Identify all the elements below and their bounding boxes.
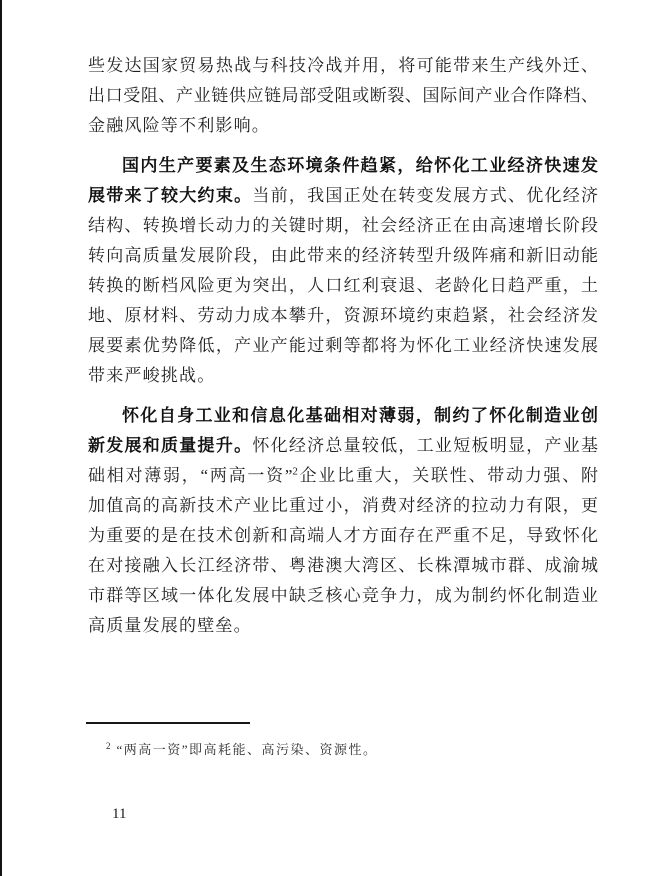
footnote-marker: 2 (106, 740, 111, 751)
text-line (88, 491, 598, 521)
text-line (88, 521, 598, 551)
page-number: 11 (112, 806, 127, 822)
line-text: 为重要的是在技术创新和高端人才方面存在严重不足，导致怀化 (88, 526, 598, 545)
bold-lead: 国内生产要素及生态环境条件趋紧，给怀化工业经济快速发 (122, 156, 598, 175)
line-text: 出口受阻、产业链供应链局部受阻或断裂、国际间产业合作降档、 (88, 86, 598, 105)
bold-lead: 新发展和质量提升。 (88, 436, 253, 455)
line-text: 带来严峻挑战。 (88, 366, 216, 385)
bold-lead: 展带来了较大约束。 (88, 186, 253, 205)
line-text: 金融风险等不利影响。 (88, 116, 270, 135)
text-line (88, 551, 598, 581)
text-line (88, 461, 598, 491)
line-text: 些发达国家贸易热战与科技冷战并用，将可能带来生产线外迁、 (88, 56, 598, 75)
line-text: 市群等区域一体化发展中缺乏核心竞争力，成为制约怀化制造业 (88, 586, 598, 605)
text-line (88, 331, 598, 361)
text-line (88, 151, 598, 181)
text-line (88, 361, 598, 391)
body-text (88, 51, 598, 641)
text-line (88, 81, 598, 111)
line-text: 转向高质量发展阶段，由此带来的经济转型升级阵痛和新旧动能 (88, 246, 598, 265)
text-line (88, 111, 598, 141)
text-line (88, 51, 598, 81)
bold-lead: 怀化自身工业和信息化基础相对薄弱，制约了怀化制造业创 (122, 406, 598, 425)
paragraph (88, 401, 598, 641)
text-line (88, 301, 598, 331)
text-line (88, 211, 598, 241)
line-text: 当前，我国正处在转变发展方式、优化经济 (252, 186, 599, 205)
text-line (88, 241, 598, 271)
line-text: 怀化经济总量较低，工业短板明显，产业基 (252, 436, 599, 455)
line-text: 高质量发展的壁垒。 (88, 616, 252, 635)
text-line (88, 581, 598, 611)
text-line (88, 611, 598, 641)
line-text: 展要素优势降低，产业产能过剩等都将为怀化工业经济快速发展 (88, 336, 598, 355)
text-line (88, 181, 598, 211)
line-text: 础相对薄弱，“两高一资” (88, 466, 293, 485)
paragraph (88, 151, 598, 391)
footnote-text: “两高一资”即高耗能、高污染、资源性。 (116, 742, 378, 757)
footnote-reference: 2 (292, 465, 298, 478)
line-text: 在对接融入长江经济带、粤港澳大湾区、长株潭城市群、成渝城 (88, 556, 598, 575)
text-line (88, 431, 598, 461)
line-text: 企业比重大，关联性、带动力强、附 (297, 466, 598, 485)
text-line (88, 271, 598, 301)
line-text: 地、原材料、劳动力成本攀升，资源环境约束趋紧，社会经济发 (88, 306, 598, 325)
footnote-separator (86, 722, 250, 724)
line-text: 加值高的高新技术产业比重过小，消费对经济的拉动力有限，更 (88, 496, 598, 515)
line-text: 结构、转换增长动力的关键时期，社会经济正在由高速增长阶段 (88, 216, 598, 235)
footnote (106, 740, 378, 759)
paragraph (88, 51, 598, 141)
line-text: 转换的断档风险更为突出，人口红利衰退、老龄化日趋严重，土 (88, 276, 598, 295)
text-line (88, 401, 598, 431)
scan-edge-artifact (0, 0, 2, 876)
